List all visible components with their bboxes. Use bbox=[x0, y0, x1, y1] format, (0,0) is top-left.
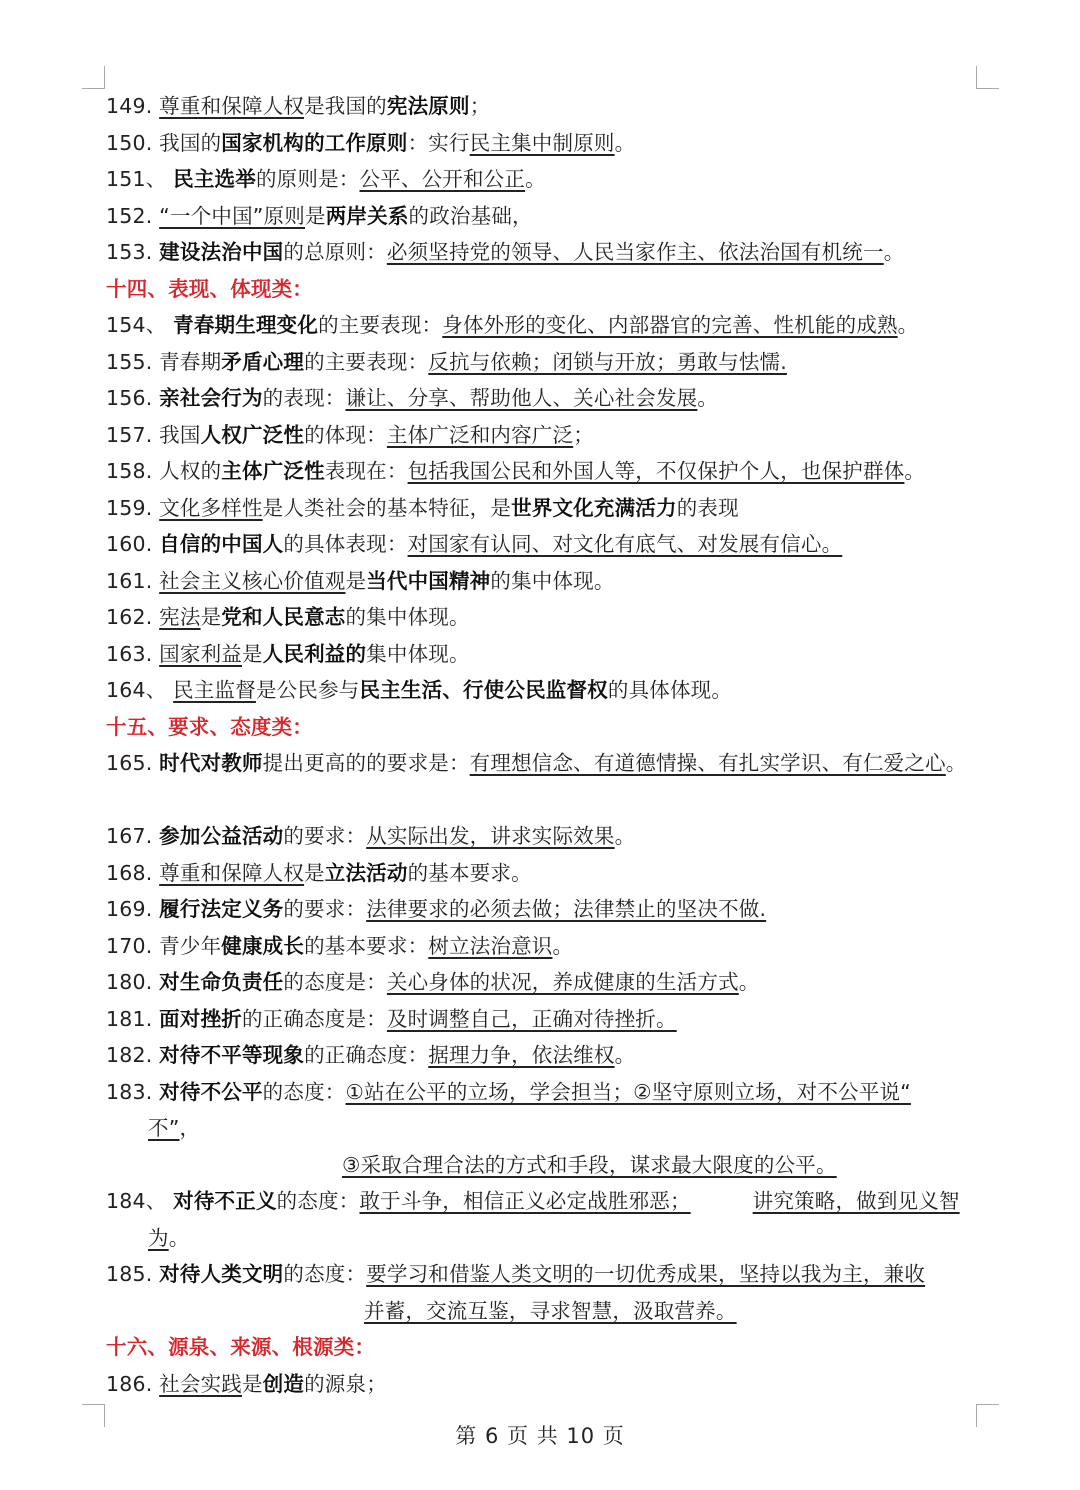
bold-term: 创造 bbox=[262, 1371, 305, 1396]
underlined-text: 身体外形的变化、内部器官的完善、性机能的成熟 bbox=[442, 313, 898, 337]
list-item bbox=[106, 307, 978, 344]
item-number: 157. bbox=[106, 422, 153, 447]
bold-term: 对待不平等现象 bbox=[159, 1043, 305, 1067]
list-item bbox=[106, 526, 978, 563]
item-number: 158. bbox=[106, 459, 153, 483]
list-item bbox=[106, 672, 978, 709]
list-item bbox=[106, 855, 978, 892]
list-item bbox=[106, 928, 978, 965]
list-item-continuation bbox=[106, 1220, 978, 1257]
text-segment: 的源泉； bbox=[304, 1371, 387, 1396]
text-segment: 是公民参与 bbox=[255, 678, 360, 702]
text-segment: 。 bbox=[904, 459, 926, 483]
underlined-text: ①站在公平的立场，学会担当；②坚守原则立场，对不公平说“ bbox=[345, 1079, 911, 1104]
list-item bbox=[106, 563, 978, 600]
list-item bbox=[106, 417, 978, 454]
underlined-text: 法律要求的必须去做；法律禁止的坚决不做. bbox=[366, 897, 767, 921]
text-segment: 的表现： bbox=[262, 386, 346, 410]
text-segment: 的态度： bbox=[262, 1079, 346, 1104]
section-heading: 十六、源泉、来源、根源类： bbox=[106, 1335, 376, 1359]
list-item bbox=[106, 1256, 978, 1293]
bold-term: 对生命负责任 bbox=[159, 970, 284, 994]
text-segment: 是 bbox=[241, 641, 263, 666]
item-number: 149. bbox=[106, 94, 153, 118]
section-heading: 十四、表现、体现类： bbox=[106, 276, 313, 301]
text-segment: 。 bbox=[897, 313, 919, 337]
text-segment: 的态度是： bbox=[283, 970, 387, 994]
list-item-continuation bbox=[106, 1110, 978, 1147]
text-segment: ； bbox=[573, 422, 594, 447]
text-segment: 。 bbox=[168, 1225, 190, 1250]
bold-term: 参加公益活动 bbox=[159, 824, 284, 848]
list-item bbox=[106, 88, 978, 125]
text-segment: 是我国的 bbox=[304, 94, 387, 118]
list-item bbox=[106, 891, 978, 928]
item-number: 155. bbox=[106, 349, 153, 374]
underlined-text: 据理力争，依法维权 bbox=[428, 1043, 615, 1067]
item-number: 159. bbox=[106, 495, 153, 520]
item-number: 156. bbox=[106, 386, 153, 410]
text-segment: 的表现 bbox=[676, 495, 739, 520]
underlined-text: 社会主义核心价值观 bbox=[159, 568, 346, 593]
underlined-text: 国家利益 bbox=[159, 641, 242, 666]
underlined-text: 要学习和借鉴人类文明的一切优秀成果，坚持以我为主，兼收 bbox=[366, 1262, 926, 1286]
text-segment: 是 bbox=[305, 203, 326, 228]
item-number: 180. bbox=[106, 970, 153, 994]
bold-term: 人权广泛性 bbox=[200, 422, 305, 447]
bold-term: 民主选举 bbox=[173, 167, 256, 191]
item-number: 185. bbox=[106, 1262, 153, 1286]
underlined-text: 宪法 bbox=[159, 605, 201, 629]
text-segment: 我国 bbox=[159, 422, 201, 447]
item-number: 163. bbox=[106, 641, 153, 666]
underlined-text: 对国家有认同、对文化有底气、对发展有信心。 bbox=[407, 532, 843, 556]
list-item bbox=[106, 964, 978, 1001]
bold-term: 履行法定义务 bbox=[159, 897, 284, 921]
text-segment: 的总原则： bbox=[283, 240, 387, 264]
underlined-text: 民主监督 bbox=[173, 678, 256, 702]
item-number: 153. bbox=[106, 240, 153, 264]
item-number: 151、 bbox=[106, 167, 167, 191]
underlined-text: 树立法治意识 bbox=[428, 933, 553, 958]
bold-term: 矛盾心理 bbox=[221, 349, 305, 374]
underlined-text: 包括我国公民和外国人等，不仅保护个人，也保护群体 bbox=[407, 459, 905, 483]
text-segment: 。 bbox=[614, 824, 636, 848]
text-segment: 的主要表现： bbox=[304, 349, 429, 374]
text-segment: 提出更高的的要求是： bbox=[262, 751, 470, 775]
item-number: 152. bbox=[106, 203, 153, 228]
text-segment: 人权的 bbox=[159, 459, 222, 483]
text-segment: 的基本要求： bbox=[304, 933, 429, 958]
underlined-text: 不” bbox=[148, 1116, 180, 1140]
text-segment: 。 bbox=[614, 130, 636, 155]
section-heading: 十五、要求、态度类： bbox=[106, 714, 313, 739]
list-item bbox=[106, 453, 978, 490]
item-number: 161. bbox=[106, 568, 153, 593]
page-footer: 第 6 页 共 10 页 bbox=[455, 1424, 625, 1448]
list-item-continuation bbox=[106, 1147, 978, 1184]
item-number: 181. bbox=[106, 1006, 153, 1031]
item-number: 186. bbox=[106, 1371, 153, 1396]
text-segment: ； bbox=[469, 94, 491, 118]
bold-term: 当代中国精神 bbox=[366, 568, 491, 593]
text-segment: 是 bbox=[200, 605, 222, 629]
bold-term: 党和人民意志 bbox=[221, 605, 346, 629]
list-item bbox=[106, 1037, 978, 1074]
text-segment: 的态度： bbox=[276, 1189, 360, 1213]
list-item bbox=[106, 1366, 978, 1403]
text-segment: 。 bbox=[614, 1043, 636, 1067]
underlined-text: 敢于斗争，相信正义必定战胜邪恶； bbox=[359, 1189, 691, 1213]
text-segment: 青春期 bbox=[159, 349, 222, 374]
bold-term: 健康成长 bbox=[221, 933, 305, 958]
underlined-text: 主体广泛和内容广泛 bbox=[386, 422, 574, 447]
item-number: 169. bbox=[106, 897, 153, 921]
bold-term: 建设法治中国 bbox=[159, 240, 284, 264]
list-item bbox=[106, 125, 978, 162]
text-segment: 的体现： bbox=[304, 422, 387, 447]
item-number: 170. bbox=[106, 933, 153, 958]
text-segment: 的具体体现。 bbox=[607, 678, 733, 702]
item-number: 184、 bbox=[106, 1189, 167, 1213]
underlined-text: 从实际出发，讲求实际效果 bbox=[366, 824, 615, 848]
item-number: 160. bbox=[106, 532, 153, 556]
item-number: 182. bbox=[106, 1043, 153, 1067]
text-segment: 是 bbox=[304, 860, 325, 885]
document-body bbox=[106, 88, 978, 1402]
text-segment: 。 bbox=[552, 933, 574, 958]
item-number: 167. bbox=[106, 824, 153, 848]
item-number: 164、 bbox=[106, 678, 167, 702]
underlined-text: 民主集中制原则 bbox=[469, 130, 615, 155]
text-segment: 的集中体现。 bbox=[490, 568, 615, 593]
item-number: 165. bbox=[106, 751, 153, 775]
bold-term: 面对挫折 bbox=[159, 1006, 242, 1031]
item-number: 162. bbox=[106, 605, 153, 629]
item-number: 183. bbox=[106, 1079, 153, 1104]
list-item bbox=[106, 599, 978, 636]
text-segment: 是 bbox=[345, 568, 367, 593]
text-segment: 的政治基础， bbox=[408, 203, 533, 228]
text-segment: 。 bbox=[945, 751, 967, 775]
underlined-text: 有理想信念、有道德情操、有扎实学识、有仁爱之心 bbox=[469, 751, 946, 775]
list-item bbox=[106, 490, 978, 527]
underlined-text: “一个中国”原则 bbox=[159, 203, 306, 228]
text-segment: 的主要表现： bbox=[318, 313, 443, 337]
crop-mark-top-right bbox=[976, 66, 999, 89]
text-segment: 。 bbox=[883, 240, 905, 264]
text-segment: 。 bbox=[738, 970, 760, 994]
underlined-text: 文化多样性 bbox=[159, 495, 263, 520]
bold-term: 对待不正义 bbox=[173, 1189, 277, 1213]
item-number: 154、 bbox=[106, 313, 167, 337]
text-segment: 的态度： bbox=[283, 1262, 367, 1286]
text-segment: 集中体现。 bbox=[366, 641, 470, 666]
underlined-text: 谦让、分享、帮助他人、关心社会发展 bbox=[345, 386, 698, 410]
text-segment: 的原则是： bbox=[255, 167, 360, 191]
bold-term: 立法活动 bbox=[324, 860, 408, 885]
underlined-text: 并蓄，交流互鉴，寻求智慧，汲取营养。 bbox=[364, 1298, 737, 1323]
list-item bbox=[106, 818, 978, 855]
text-segment: ：实行 bbox=[407, 130, 470, 155]
text-segment: 的正确态度是： bbox=[241, 1006, 387, 1031]
bold-term: 人民利益的 bbox=[262, 641, 367, 666]
text-segment: 的集中体现。 bbox=[345, 605, 470, 629]
bold-term: 青春期生理变化 bbox=[173, 313, 319, 337]
text-segment: ， bbox=[179, 1116, 201, 1140]
text-segment: 。 bbox=[697, 386, 719, 410]
list-item bbox=[106, 198, 978, 235]
underlined-text: 为 bbox=[148, 1225, 169, 1250]
list-item bbox=[106, 1001, 978, 1038]
text-segment: 青少年 bbox=[159, 933, 222, 958]
list-item bbox=[106, 234, 978, 271]
text-segment: 表现在： bbox=[324, 459, 408, 483]
bold-term: 民主生活、行使公民监督权 bbox=[359, 678, 608, 702]
bold-term: 对待不公平 bbox=[159, 1079, 263, 1104]
underlined-text: 讲究策略，做到见义智 bbox=[752, 1189, 960, 1213]
bold-term: 世界文化充满活力 bbox=[511, 495, 677, 520]
item-number: 150. bbox=[106, 130, 153, 155]
underlined-text: 公平、公开和公正 bbox=[359, 167, 526, 191]
text-segment: 我国的 bbox=[159, 130, 222, 155]
text-segment: 是 bbox=[241, 1371, 263, 1396]
underlined-text: ③采取合理合法的方式和手段，谋求最大限度的公平。 bbox=[342, 1152, 837, 1177]
text-segment: 是人类社会的基本特征，是 bbox=[262, 495, 512, 520]
list-item bbox=[106, 745, 978, 818]
underlined-text: 社会实践 bbox=[159, 1371, 242, 1396]
underlined-text: 反抗与依赖；闭锁与开放；勇敢与怯懦. bbox=[428, 349, 787, 374]
list-item-continuation bbox=[106, 1293, 978, 1330]
list-item bbox=[106, 344, 978, 381]
underlined-text: 必须坚持党的领导、人民当家作主、依法治国有机统一 bbox=[386, 240, 884, 264]
text-segment: 的要求： bbox=[283, 897, 367, 921]
list-item bbox=[106, 161, 978, 198]
text-segment: 的具体表现： bbox=[283, 532, 408, 556]
list-item bbox=[106, 636, 978, 673]
bold-term: 两岸关系 bbox=[325, 203, 409, 228]
list-item bbox=[106, 1183, 978, 1220]
item-number: 168. bbox=[106, 860, 153, 885]
underlined-text: 关心身体的状况，养成健康的生活方式 bbox=[386, 970, 739, 994]
bold-term: 自信的中国人 bbox=[159, 532, 284, 556]
bold-term: 时代对教师 bbox=[159, 751, 263, 775]
bold-term: 对待人类文明 bbox=[159, 1262, 284, 1286]
text-segment: 的正确态度： bbox=[304, 1043, 429, 1067]
list-item bbox=[106, 380, 978, 417]
underlined-text: 及时调整自己，正确对待挫折。 bbox=[386, 1006, 677, 1031]
underlined-text: 尊重和保障人权 bbox=[159, 94, 305, 118]
underlined-text: 尊重和保障人权 bbox=[159, 860, 305, 885]
text-segment: 的基本要求。 bbox=[407, 860, 532, 885]
bold-term: 亲社会行为 bbox=[159, 386, 263, 410]
bold-term: 宪法原则 bbox=[386, 94, 470, 118]
text-segment: 。 bbox=[525, 167, 546, 191]
text-segment: 的要求： bbox=[283, 824, 367, 848]
list-item bbox=[106, 1074, 978, 1111]
crop-mark-top-left bbox=[82, 66, 105, 89]
bold-term: 主体广泛性 bbox=[221, 459, 325, 483]
bold-term: 国家机构的工作原则 bbox=[221, 130, 408, 155]
